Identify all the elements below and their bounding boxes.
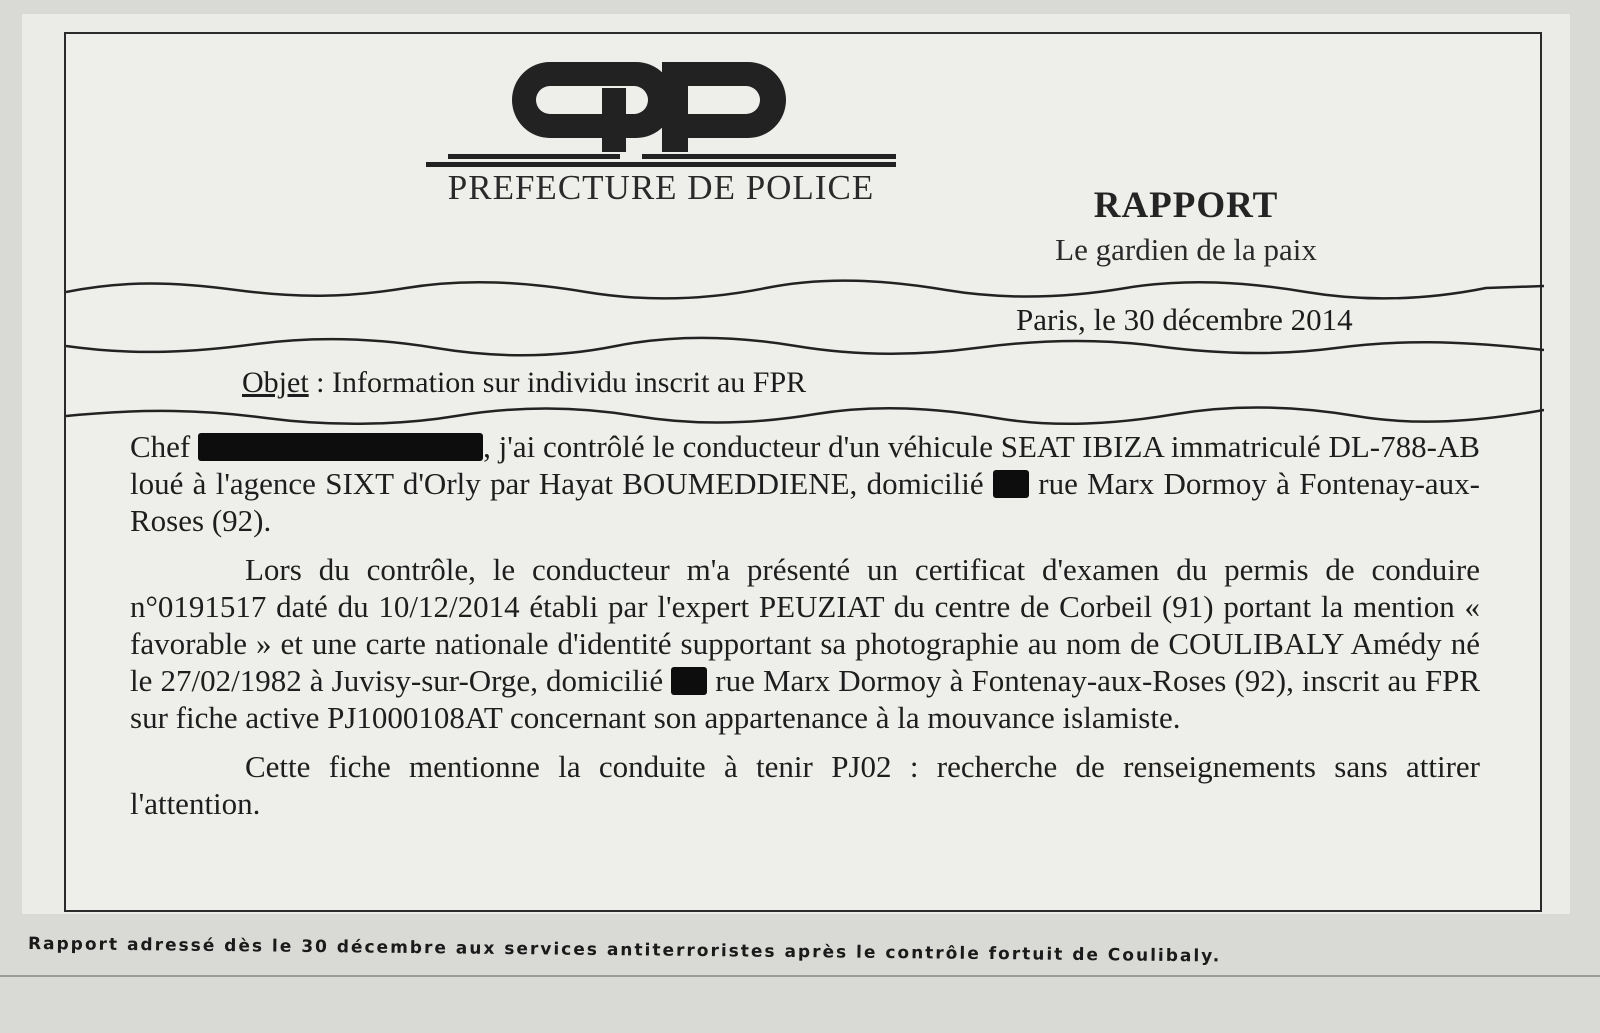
redacted-name (198, 433, 483, 461)
subject-line (242, 366, 806, 400)
p2-text-a: Lors du contrôle, le conducteur m'a présenté un certificat d'examen du permis de conduire n°0191517 daté du 10/12/2014 établi par l'expert PEUZIAT du centre de Corbeil (91) portant la mention « favorable » et une carte nationale d'identité supportant sa photographie au nom de COULIBALY Amédy né le 27/02/1982 à Juvisy-sur-Orge, domicilié (130, 552, 1480, 698)
torn-edge-divider (66, 274, 1544, 304)
torn-edge-divider (66, 332, 1544, 362)
redacted-street-number (993, 470, 1029, 498)
paragraph-1 (130, 428, 1480, 539)
p1-text-a: , j'ai contrôlé le conducteur d'un véhicule SEAT IBIZA immatriculé DL-788-AB loué à l'agence SIXT d'Orly par Hayat BOUMEDDIENE, domicilié (130, 429, 1480, 501)
paragraph-3: Cette fiche mentionne la conduite à tenir PJ02 : recherche de renseignements sans attirer l'attention. (130, 749, 1480, 821)
p1-text-b: rue Marx Dormoy à Fontenay-aux-Roses (92). (130, 466, 1480, 538)
subject-label: Objet (242, 366, 309, 399)
redacted-street-number (671, 667, 707, 695)
report-body (130, 428, 1480, 834)
pp-logo-icon (426, 48, 896, 168)
subject-text: Information sur individu inscrit au FPR (332, 366, 807, 399)
photo-caption: Rapport adressé dès le 30 décembre aux services antiterroristes après le contrôle fortuit de Coulibaly. (27, 934, 1222, 967)
date-line: Paris, le 30 décembre 2014 (1016, 302, 1353, 337)
organization-name: PREFECTURE DE POLICE (447, 168, 875, 207)
document-type-heading: RAPPORT (1093, 185, 1279, 226)
p1-lead: Chef (130, 429, 199, 464)
p2-text-b: rue Marx Dormoy à Fontenay-aux-Roses (92), inscrit au FPR sur fiche active PJ1000108AT concernant son appartenance à la mouvance islamiste. (130, 663, 1480, 735)
torn-edge-divider (66, 400, 1544, 430)
paragraph-2 (130, 551, 1480, 736)
author-title: Le gardien de la paix (1055, 232, 1317, 267)
page-rule (0, 975, 1600, 977)
prefecture-logo (426, 48, 896, 218)
newspaper-page (22, 14, 1570, 914)
report-document (64, 32, 1542, 912)
subject-separator: : (308, 366, 332, 399)
